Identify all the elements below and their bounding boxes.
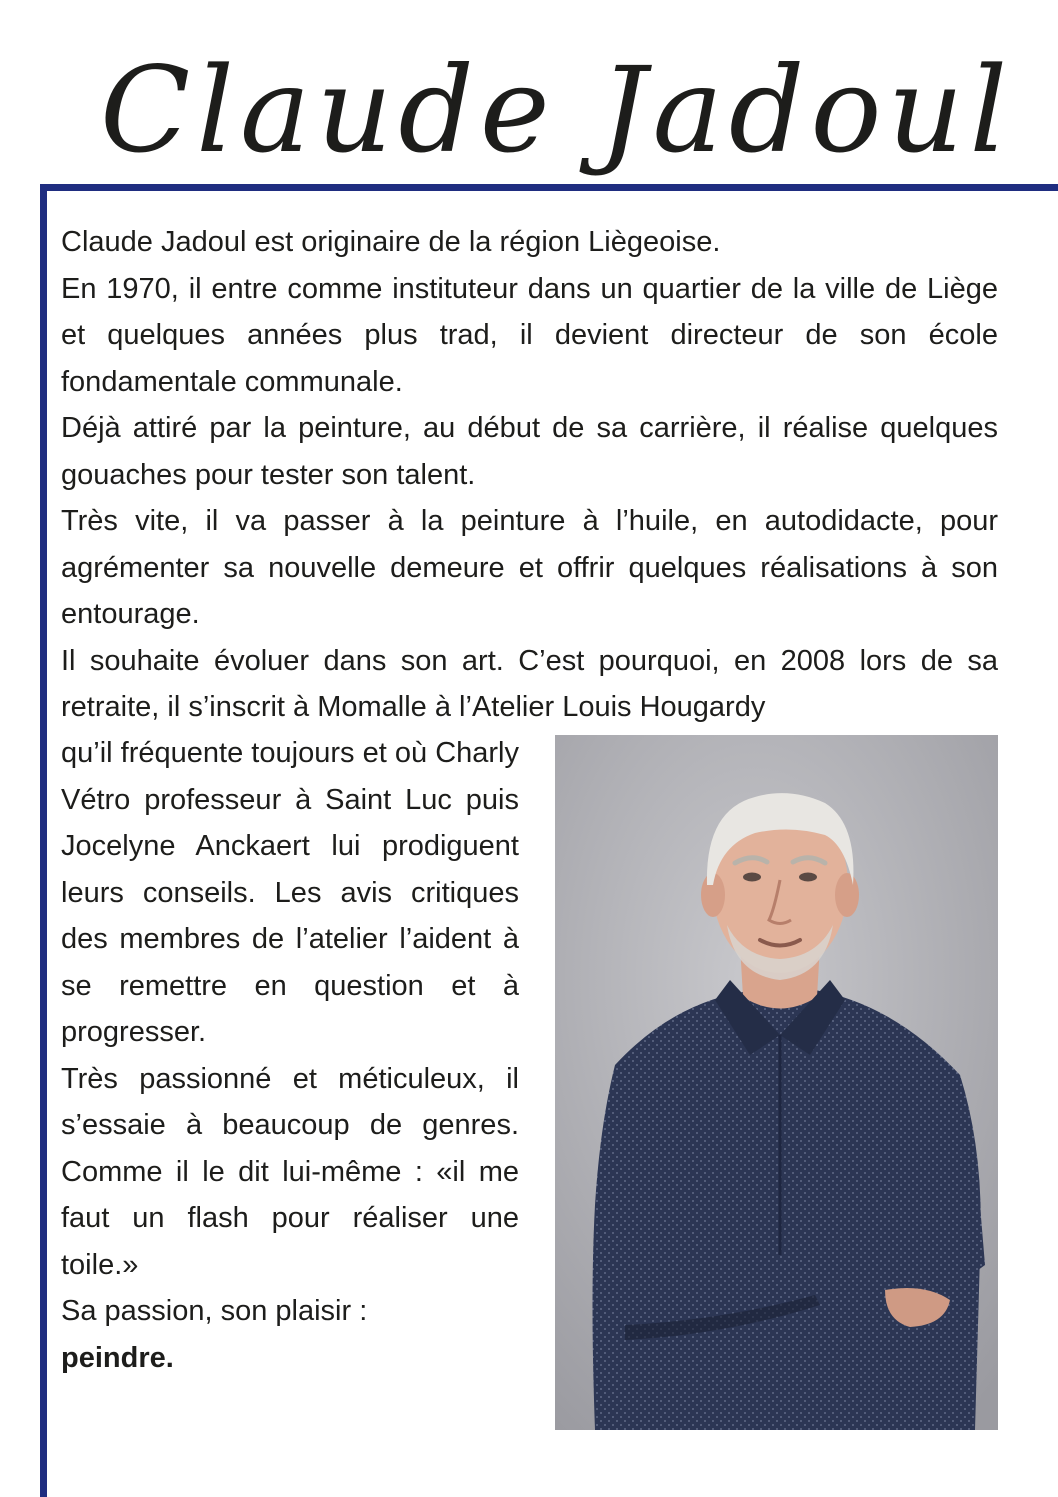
page-title: Claude Jadoul xyxy=(100,41,1014,179)
paragraph-career: En 1970, il entre comme instituteur dans un quartier de la ville de Liège et quelques années plus trad, il devient directeur de son école fondamentale communale. xyxy=(61,272,998,398)
paragraph-atelier: Il souhaite évoluer dans son art. C’est pourquoi, en 2008 lors de sa retraite, il s’inscrit à Momalle à l’Atelier Louis Hougardy xyxy=(61,644,998,723)
ear-right xyxy=(835,873,859,917)
closing-intro: Sa passion, son plaisir : xyxy=(61,1295,368,1327)
closing-emphasis: peindre. xyxy=(61,1341,174,1374)
biography-top xyxy=(61,219,998,731)
eye-left xyxy=(743,873,761,882)
eye-right xyxy=(799,873,817,882)
paragraph-oil-painting: Très vite, il va passer à la peinture à l’huile, en autodidacte, pour agrémenter sa nouvelle demeure et offrir quelques réalisations à son entourage. xyxy=(61,505,998,630)
biography-side xyxy=(61,730,519,1381)
frame-left-border xyxy=(40,184,47,1497)
paragraph-genres: Très passionné et méticuleux, il s’essaie à beaucoup de genres. Comme il le dit lui-même : «il me faut un flash pour réaliser une toile.» xyxy=(61,1062,519,1281)
paragraph-first-paintings: Déjà attiré par la peinture, au début de sa carrière, il réalise quelques gouaches pour tester son talent. xyxy=(61,412,998,491)
paragraph-closing xyxy=(61,1288,519,1381)
frame-top-border xyxy=(40,184,1058,191)
paragraph-teachers: qu’il fréquente toujours et où Charly Vétro professeur à Saint Luc puis Jocelyne Anckaert lui prodiguent leurs conseils. Les avis critiques des membres de l’atelier l’aident à se remettre en question et à progresser. xyxy=(61,737,519,1048)
paragraph-origin: Claude Jadoul est originaire de la région Liègeoise. xyxy=(61,226,721,258)
portrait-photo xyxy=(555,735,998,1430)
